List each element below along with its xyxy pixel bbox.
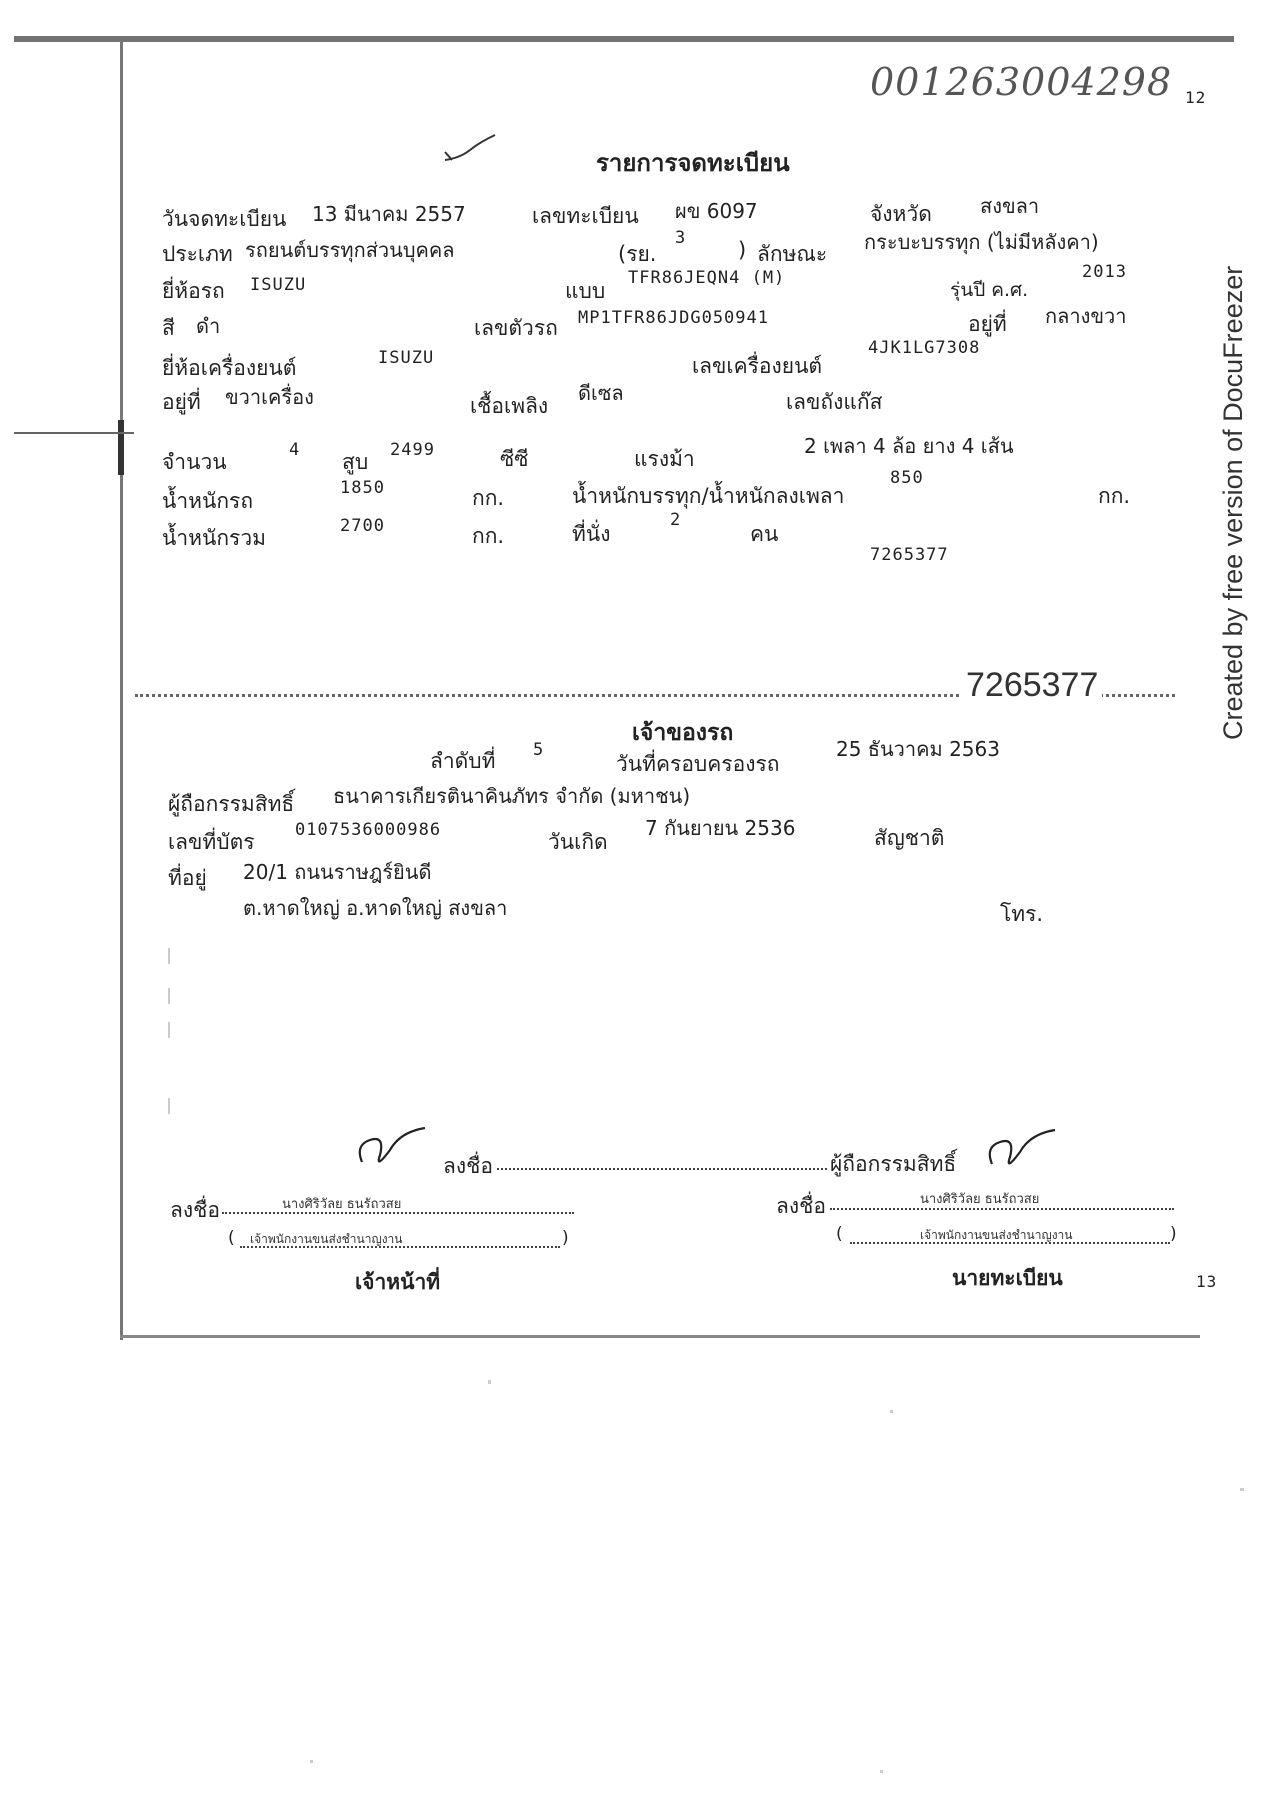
page-number-bottom: 13 [1196,1272,1218,1291]
scan-speck [488,1380,491,1384]
card-number: 0107536000986 [295,820,442,840]
engine-brand: ISUZU [378,348,435,368]
right-officer-name: นางศิริวัลย ธนรัถวสย [920,1192,1040,1207]
seats: 2 [670,510,682,530]
right-pos-open: ( [836,1224,843,1244]
kg-unit-2: กก. [1098,484,1131,508]
left-pos-open: ( [228,1228,235,1248]
possess-label: วันที่ครอบครองรถ [616,752,780,776]
registrar-title: นายทะเบียน [952,1266,1063,1290]
ry-label: (รย. [618,242,657,266]
engine-cc: 2499 [390,440,435,460]
province-label: จังหวัด [870,202,932,226]
docufreezer-watermark: Created by free version of DocuFreezer [1218,265,1248,740]
signature-line [497,1168,827,1170]
owner-order: 5 [533,740,545,760]
page-number-top: 12 [1185,88,1207,107]
left-officer-position: เจ้าพนักงานขนส่งชำนาญงาน [250,1232,403,1246]
cc-label: ซีซี [500,447,529,471]
left-pos-close: ) [562,1228,569,1248]
person-unit: คน [750,522,779,546]
birth-label: วันเกิด [548,830,608,854]
scan-mark [168,1098,170,1114]
card-label: เลขที่บัตร [168,830,255,854]
cyl-label: จำนวน [162,450,227,474]
right-signature-icon [980,1122,1060,1182]
page-title: รายการจดทะเบียน [596,149,790,177]
province: สงขลา [980,194,1040,218]
chassis-label: เลขตัวรถ [474,316,558,340]
scan-mark [168,1022,170,1038]
left-signature-icon [350,1120,430,1180]
body-style: กระบะบรรทุก (ไม่มีหลังคา) [864,230,1099,254]
engine-number: 4JK1LG7308 [868,338,981,358]
axle-wheels: 2 เพลา 4 ล้อ ยาง 4 เส้น [804,434,1014,458]
model-label: แบบ [565,279,606,303]
nationality-label: สัญชาติ [874,826,945,850]
ry-close: ) [738,238,747,262]
vehicle-type: รถยนต์บรรทุกส่วนบุคคล [245,238,455,262]
kg-unit-3: กก. [472,524,505,548]
sign-label-left: ลงชื่อ [170,1198,220,1222]
fuel-label: เชื้อเพลิง [470,394,549,418]
scan-border-top [14,36,1234,42]
order-label: ลำดับที่ [430,749,496,773]
color-label: สี [162,316,175,340]
reg-date: 13 มีนาคม 2557 [312,202,466,226]
engine-location: ขวาเครื่อง [225,385,314,409]
scan-border-left [120,40,123,1340]
load-label: น้ำหนักบรรทุก/น้ำหนักลงเพลา [572,484,845,508]
scan-mark [168,948,170,964]
ry-value: 3 [675,228,687,248]
model: TFR86JEQN4 (M) [628,268,786,288]
chassis-number: MP1TFR86JDG050941 [578,308,769,328]
reference-number: 7265377 [870,545,949,565]
sign-label-right: ลงชื่อ [776,1194,826,1218]
total-label: น้ำหนักรวม [162,526,266,550]
reg-date-label: วันจดทะเบียน [162,207,287,231]
load-weight: 850 [890,468,924,488]
seat-label: ที่นั่ง [572,522,611,546]
scan-speck [1240,1488,1244,1491]
brand-label: ยี่ห้อรถ [162,279,225,303]
gas-tank-label: เลขถังแก๊ส [786,390,883,414]
owner-heading: เจ้าของรถ [632,720,734,746]
scan-speck [310,1760,313,1763]
scan-speck [880,1770,883,1773]
scan-binding-mark [118,420,124,475]
stamp-number: 7265377 [962,666,1102,705]
scan-mark [168,988,170,1004]
stroke-label: สูบ [342,450,369,474]
left-officer-name: นางศิริวัลย ธนรัถวสย [282,1197,402,1212]
sign-holder-label: ผู้ถือกรรมสิทธิ์ [830,1152,957,1176]
tel-label: โทร. [1000,902,1044,926]
total-weight: 2700 [340,516,385,536]
address-label: ที่อยู่ [168,866,207,890]
right-pos-close: ) [1170,1224,1177,1244]
right-officer-position: เจ้าพนักงานขนส่งชำนาญงาน [920,1228,1073,1242]
fuel-type: ดีเซล [578,381,624,405]
chassis-loc-label: อยู่ที่ [968,312,1007,336]
vehicle-weight: 1850 [340,478,385,498]
scan-speck [890,1410,893,1413]
birth-date: 7 กันยายน 2536 [645,816,796,840]
sign-label-center: ลงชื่อ [443,1154,493,1178]
holder-label: ผู้ถือกรรมสิทธิ์ [168,792,295,816]
holder-name: ธนาคารเกียรตินาคินภัทร จำกัด (มหาชน) [333,784,691,808]
scan-edge-line [14,432,134,434]
check-mark-icon [440,130,500,170]
position-line-right [850,1242,1170,1244]
address-line-2: ต.หาดใหญ่ อ.หาดใหญ่ สงขลา [243,896,508,920]
style-label: ลักษณะ [757,242,828,266]
handwritten-serial: 001263004298 [870,60,1173,104]
engine-brand-label: ยี่ห้อเครื่องยนต์ [162,356,297,380]
position-line-left [240,1246,560,1248]
plate-label: เลขทะเบียน [532,204,639,228]
brand: ISUZU [250,275,307,295]
engine-no-label: เลขเครื่องยนต์ [692,354,823,378]
cylinders: 4 [289,440,301,460]
address-line-1: 20/1 ถนนราษฎร์ยินดี [243,860,432,884]
kg-unit: กก. [472,486,505,510]
engine-loc-label: อยู่ที่ [162,390,201,414]
scan-border-bottom [120,1335,1200,1338]
plate-number: ผข 6097 [675,199,758,223]
hp-label: แรงม้า [634,447,695,471]
weight-label: น้ำหนักรถ [162,489,254,513]
type-label: ประเภท [162,242,233,266]
officer-title: เจ้าหน้าที่ [355,1270,441,1294]
year-label: รุ่นปี ค.ศ. [950,279,1029,301]
chassis-location: กลางขวา [1045,304,1127,328]
model-year: 2013 [1082,262,1127,282]
color: ดำ [196,314,221,338]
possess-date: 25 ธันวาคม 2563 [836,737,1000,761]
